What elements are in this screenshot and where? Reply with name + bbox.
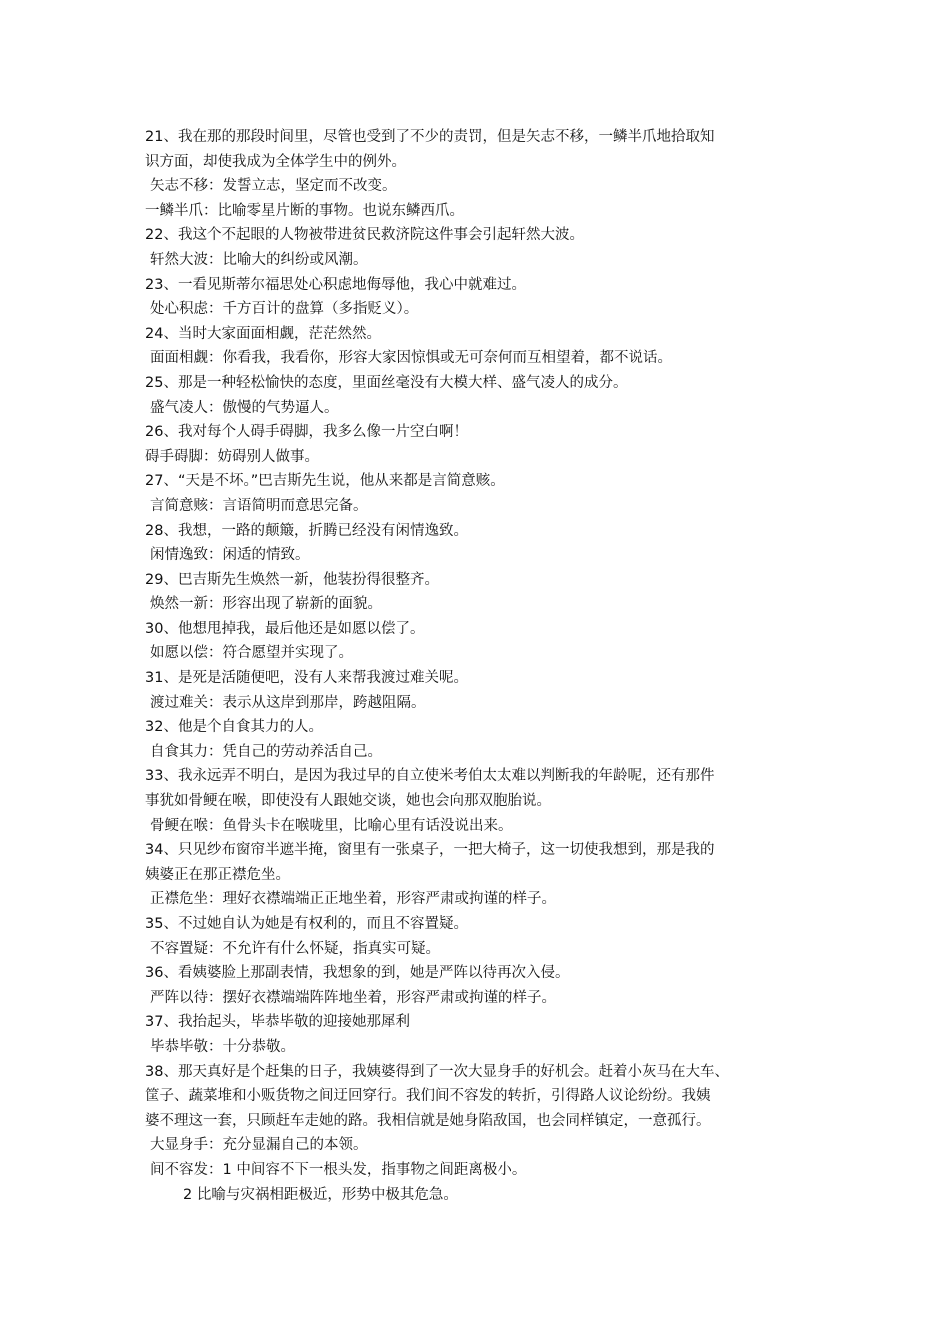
text-line: 29、巴吉斯先生焕然一新，他装扮得很整齐。 <box>145 571 439 588</box>
text-line: 婆不理这一套，只顾赶车走她的路。我相信就是她身陷敌国，也会同样镇定，一意孤行。 <box>145 1112 711 1129</box>
text-line: 23、一看见斯蒂尔福思处心积虑地侮辱他，我心中就难过。 <box>145 276 526 293</box>
text-line: 一鳞半爪：比喻零星片断的事物。也说东鳞西爪。 <box>145 202 464 219</box>
text-line: 正襟危坐：理好衣襟端端正正地坐着，形容严肃或拘谨的样子。 <box>150 891 556 908</box>
text-line: 28、我想，一路的颠簸，折腾已经没有闲情逸致。 <box>145 522 468 539</box>
text-line: 不容置疑：不允许有什么怀疑，指真实可疑。 <box>150 940 440 957</box>
text-line: 22、我这个不起眼的人物被带进贫民救济院这件事会引起轩然大波。 <box>145 227 584 244</box>
text-line: 33、我永远弄不明白，是因为我过早的自立使米考伯太太难以判断我的年龄呢，还有那件 <box>145 768 715 785</box>
text-line: 间不容发：1 中间容不下一根头发，指事物之间距离极小。 <box>150 1161 527 1178</box>
text-line: 面面相觑：你看我，我看你，形容大家因惊惧或无可奈何而互相望着，都不说话。 <box>150 350 672 367</box>
text-line: 36、看姨婆脸上那副表情，我想象的到，她是严阵以待再次入侵。 <box>145 965 570 982</box>
text-line: 闲情逸致：闲适的情致。 <box>150 547 310 564</box>
text-line: 事犹如骨鲠在喉，即使没有人跟她交谈，她也会向那双胞胎说。 <box>145 793 551 810</box>
text-line: 处心积虑：千方百计的盘算（多指贬义）。 <box>150 301 419 318</box>
text-line: 32、他是个自食其力的人。 <box>145 719 323 736</box>
text-line: 如愿以偿：符合愿望并实现了。 <box>150 645 353 662</box>
text-line: 盛气凌人：傲慢的气势逼人。 <box>150 399 339 416</box>
text-line: 30、他想甩掉我，最后他还是如愿以偿了。 <box>145 620 425 637</box>
text-line: 轩然大波：比喻大的纠纷或风潮。 <box>150 251 368 268</box>
text-line: 25、那是一种轻松愉快的态度，里面丝毫没有大模大样、盛气凌人的成分。 <box>145 374 628 391</box>
text-line: 24、当时大家面面相觑，茫茫然然。 <box>145 325 381 342</box>
text-line: 毕恭毕敬：十分恭敬。 <box>150 1038 295 1055</box>
text-line: 31、是死是活随便吧，没有人来帮我渡过难关呢。 <box>145 670 468 687</box>
text-line: 27、“天是不坏。”巴吉斯先生说，他从来都是言简意赅。 <box>145 473 505 490</box>
text-line: 37、我抬起头，毕恭毕敬的迎接她那犀利 <box>145 1014 410 1031</box>
text-line: 自食其力：凭自己的劳动养活自己。 <box>150 743 382 760</box>
text-line: 38、那天真好是个赶集的日子，我姨婆得到了一次大显身手的好机会。赶着小灰马在大车、 <box>145 1063 729 1080</box>
text-line: 21、我在那的那段时间里，尽管也受到了不少的责罚，但是矢志不移，一鳞半爪地拾取知 <box>145 129 715 145</box>
text-line: 姨婆正在那正襟危坐。 <box>145 866 290 883</box>
text-line: 26、我对每个人碍手碍脚，我多么像一片空白啊！ <box>145 424 468 441</box>
text-line: 大显身手：充分显漏自己的本领。 <box>150 1137 368 1154</box>
text-line: 碍手碍脚：妨碍别人做事。 <box>145 448 319 465</box>
document-body <box>145 125 815 1207</box>
text-line: 焕然一新：形容出现了崭新的面貌。 <box>150 596 382 613</box>
text-line: 言简意赅：言语简明而意思完备。 <box>150 497 368 514</box>
text-line: 矢志不移：发誓立志，坚定而不改变。 <box>150 178 397 195</box>
text-line: 筐子、蔬菜堆和小贩货物之间迂回穿行。我们间不容发的转折，引得路人议论纷纷。我姨 <box>145 1088 711 1105</box>
text-line: 严阵以待：摆好衣襟端端阵阵地坐着，形容严肃或拘谨的样子。 <box>150 989 556 1006</box>
text-line: 骨鲠在喉：鱼骨头卡在喉咙里，比喻心里有话没说出来。 <box>150 817 513 834</box>
text-line: 2 比喻与灾祸相距极近，形势中极其危急。 <box>183 1186 458 1203</box>
text-line: 渡过难关：表示从这岸到那岸，跨越阻隔。 <box>150 694 426 711</box>
text-line: 34、只见纱布窗帘半遮半掩，窗里有一张桌子，一把大椅子，这一切使我想到，那是我的 <box>145 842 715 859</box>
text-line: 35、不过她自认为她是有权利的，而且不容置疑。 <box>145 916 468 932</box>
text-line: 识方面，却使我成为全体学生中的例外。 <box>145 153 406 170</box>
